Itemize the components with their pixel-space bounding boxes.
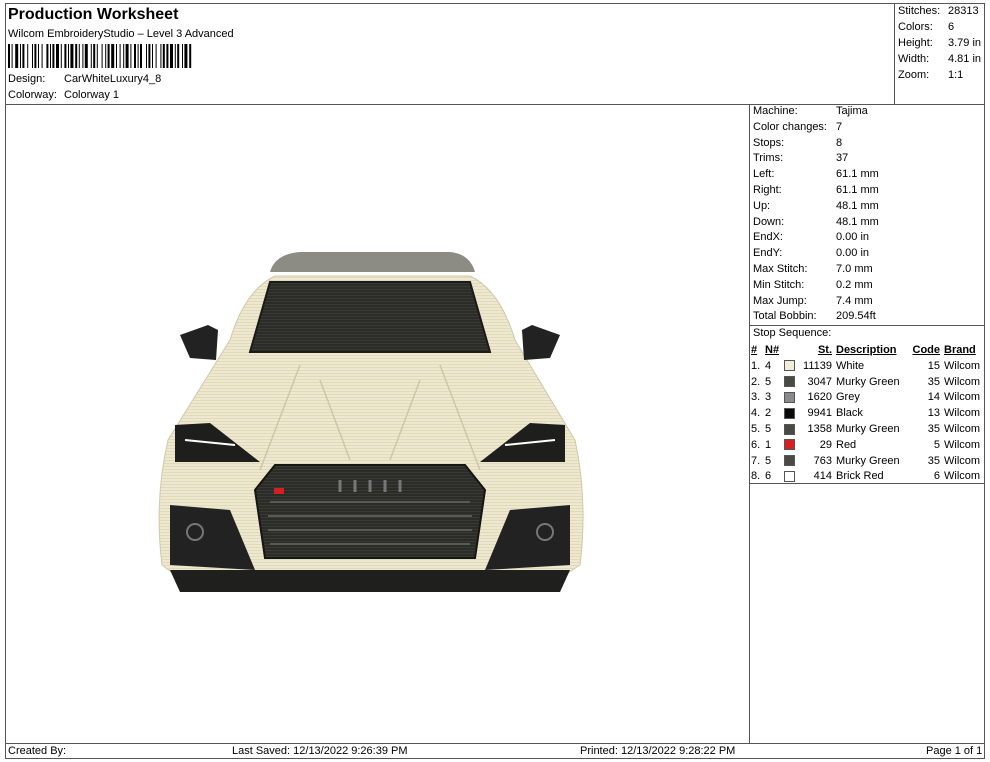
thread-color-swatch [784, 376, 795, 387]
color-code: 6 [933, 470, 940, 483]
stop-num: 5. [751, 423, 761, 436]
roof-shape [270, 252, 475, 272]
machine-info-value: 7.4 mm [836, 294, 873, 307]
stitch-count: 3047 [807, 375, 832, 388]
barcode-bar [46, 44, 48, 68]
col-brand: Brand [944, 344, 976, 356]
thread-color-swatch [784, 392, 795, 403]
barcode-bar [146, 44, 147, 68]
barcode-bar [91, 44, 92, 68]
thread-brand: Wilcom [944, 359, 981, 372]
stop-row [751, 390, 984, 406]
color-swatch [784, 405, 797, 421]
needle-num: 2 [765, 407, 772, 420]
stop-num: 2. [751, 375, 761, 388]
barcode-bar [108, 44, 110, 68]
summary-label: Zoom: [898, 69, 930, 81]
stop-num: 6. [751, 438, 761, 451]
machine-info-label: Min Stitch: [753, 278, 805, 291]
needle-num: 3 [765, 391, 772, 404]
barcode-bar [105, 44, 106, 68]
summary-value: 1:1 [948, 69, 964, 81]
machine-info-value: 209.54ft [836, 310, 876, 323]
windshield-shape [250, 282, 490, 352]
machine-info-label: EndX: [753, 231, 783, 244]
barcode-bar [170, 44, 173, 68]
col-swatch [784, 342, 797, 358]
thread-color-swatch [784, 424, 795, 435]
barcode-bar [22, 44, 24, 68]
stop-row [751, 469, 984, 485]
barcode-bar [126, 44, 129, 68]
page-title: Production Worksheet [8, 6, 179, 23]
machine-info-value: 48.1 mm [836, 199, 879, 212]
design-value: CarWhiteLuxury4_8 [64, 73, 162, 85]
barcode-bar [42, 44, 43, 68]
color-description: Red [836, 438, 857, 451]
machine-info-label: Machine: [753, 105, 798, 117]
barcode-bar [120, 44, 121, 68]
color-description: Black [836, 407, 863, 420]
needle-num: 5 [765, 375, 772, 388]
car-embroidery-preview [150, 240, 590, 600]
machine-info-label: Stops: [753, 136, 785, 149]
machine-info-label: Max Stitch: [753, 263, 808, 275]
barcode-bar [52, 44, 54, 68]
colorway-value: Colorway 1 [64, 89, 120, 101]
barcode-bar [61, 44, 62, 68]
stop-num: 1. [751, 359, 761, 372]
stitch-count: 9941 [807, 407, 832, 420]
last-saved: Last Saved: 12/13/2022 9:26:39 PM [232, 745, 408, 757]
stitch-count: 763 [813, 454, 832, 467]
machine-info-value: 7.0 mm [836, 263, 873, 275]
barcode-bar [116, 44, 117, 68]
barcode-bar [111, 44, 114, 68]
machine-info-label: Total Bobbin: [753, 310, 817, 323]
barcode-bar [102, 44, 103, 68]
needle-num: 5 [765, 454, 772, 467]
needle-num: 4 [765, 359, 772, 372]
color-swatch [784, 390, 797, 406]
barcode-bar [79, 44, 80, 68]
color-code: 35 [927, 454, 940, 467]
color-code: 13 [927, 407, 940, 420]
stop-num: 4. [751, 407, 761, 420]
barcode-bar [27, 44, 28, 68]
color-swatch [784, 453, 797, 469]
thread-brand: Wilcom [944, 391, 981, 404]
barcode-bar [175, 44, 176, 68]
machine-info-label: EndY: [753, 247, 783, 260]
barcode-bar [50, 44, 51, 68]
stitch-count: 414 [813, 470, 832, 483]
page-number: Page 1 of 1 [926, 745, 983, 757]
machine-info-value: 0.2 mm [836, 278, 873, 291]
color-code: 35 [927, 375, 940, 388]
stitch-count: 1358 [807, 423, 832, 436]
color-code: 15 [927, 359, 940, 372]
design-label: Design: [8, 73, 46, 85]
thread-color-swatch [784, 360, 795, 371]
machine-info-value: 8 [836, 136, 843, 149]
barcode-bar [15, 44, 18, 68]
summary-value: 6 [948, 21, 955, 33]
thread-brand: Wilcom [944, 375, 981, 388]
barcode-bar [70, 44, 73, 68]
summary-label: Stitches: [898, 5, 941, 17]
barcode-bar [8, 44, 10, 68]
thread-brand: Wilcom [944, 407, 981, 420]
printed-date: Printed: 12/13/2022 9:28:22 PM [580, 745, 736, 757]
bumper-lip-shape [170, 570, 570, 592]
stop-num: 3. [751, 391, 761, 404]
stop-sequence-divider [749, 325, 985, 326]
summary-value: 4.81 in [948, 53, 982, 65]
barcode-bar [140, 44, 142, 68]
needle-num: 1 [765, 438, 772, 451]
barcode-bar [38, 44, 39, 68]
color-swatch [784, 469, 797, 485]
thread-brand: Wilcom [944, 470, 981, 483]
created-by: Created By: [8, 745, 67, 757]
stitch-count: 1620 [807, 391, 832, 404]
thread-brand: Wilcom [944, 454, 981, 467]
stop-row [751, 437, 984, 453]
machine-info-value: Tajima [836, 105, 868, 117]
machine-info-label: Up: [753, 199, 771, 212]
needle-num: 5 [765, 423, 772, 436]
needle-num: 6 [765, 470, 772, 483]
color-description: Murky Green [836, 375, 900, 388]
col-stitches: St. [817, 344, 832, 356]
machine-info-label: Max Jump: [753, 294, 807, 307]
barcode-bar [163, 44, 165, 68]
barcode-bar [166, 44, 168, 68]
stop-sequence-title: Stop Sequence: [753, 327, 832, 339]
thread-brand: Wilcom [944, 438, 981, 451]
machine-info-value: 7 [836, 120, 843, 133]
machine-info-label: Down: [753, 215, 785, 228]
thread-color-swatch [784, 408, 795, 419]
color-description: Murky Green [836, 454, 900, 467]
stitch-count: 11139 [803, 359, 832, 372]
barcode-bar [182, 44, 183, 68]
barcode-bar [189, 44, 191, 68]
thread-color-swatch [784, 455, 795, 466]
machine-info-label: Left: [753, 168, 775, 181]
left-mirror-shape [180, 325, 218, 360]
barcode-bar [148, 44, 150, 68]
machine-info-label: Right: [753, 184, 782, 196]
barcode-bar [152, 44, 153, 68]
barcode-bar [64, 44, 66, 68]
software-name: Wilcom EmbroideryStudio – Level 3 Advanced [8, 28, 234, 40]
col-description: Description [836, 344, 897, 356]
barcode-bar [123, 44, 124, 68]
barcode-bar [184, 44, 187, 68]
summary-divider [894, 3, 895, 104]
thread-color-swatch [784, 439, 795, 450]
color-swatch [784, 374, 797, 390]
color-swatch [784, 358, 797, 374]
barcode-bar [177, 44, 179, 68]
thread-brand: Wilcom [944, 423, 981, 436]
color-code: 5 [933, 438, 940, 451]
barcode-bar [156, 44, 157, 68]
barcode-bar [97, 44, 98, 68]
stop-row [751, 405, 984, 421]
barcode-bar [82, 44, 83, 68]
info-panel-divider [749, 104, 750, 743]
color-description: Brick Red [836, 470, 884, 483]
barcode-bar [85, 44, 88, 68]
col-needle: N# [765, 344, 780, 356]
thread-color-swatch [784, 471, 795, 482]
stop-num: 7. [751, 454, 761, 467]
barcode-bar [138, 44, 139, 68]
barcode-bar [32, 44, 33, 68]
machine-info-value: 61.1 mm [836, 184, 879, 196]
machine-info-value: 0.00 in [836, 231, 870, 244]
colorway-label: Colorway: [8, 89, 57, 101]
summary-label: Width: [898, 53, 930, 65]
right-mirror-shape [522, 325, 560, 360]
stop-row [751, 358, 984, 374]
barcode-bar [34, 44, 36, 68]
barcode-bar [160, 44, 161, 68]
summary-value: 28313 [948, 5, 979, 17]
machine-info-value: 61.1 mm [836, 168, 879, 181]
machine-info-label: Trims: [753, 152, 784, 165]
color-description: Murky Green [836, 423, 900, 436]
stop-num: 8. [751, 470, 761, 483]
machine-info-value: 0.00 in [836, 247, 870, 260]
stop-row [751, 453, 984, 469]
color-code: 14 [927, 391, 940, 404]
color-description: White [836, 359, 865, 372]
stop-row [751, 374, 984, 390]
barcode-image [8, 44, 244, 68]
stop-row [751, 421, 984, 437]
summary-label: Colors: [898, 21, 933, 33]
barcode-bar [56, 44, 59, 68]
summary-label: Height: [898, 37, 933, 49]
red-badge-shape [274, 488, 284, 494]
color-swatch [784, 437, 797, 453]
barcode-bar [75, 44, 77, 68]
barcode-bar [12, 44, 13, 68]
machine-info-value: 48.1 mm [836, 215, 879, 228]
footer-divider [5, 743, 985, 744]
machine-info-value: 37 [836, 152, 849, 165]
machine-info-label: Color changes: [753, 120, 827, 133]
stop-table-header [751, 342, 984, 358]
color-swatch [784, 421, 797, 437]
color-description: Grey [836, 391, 860, 404]
color-code: 35 [927, 423, 940, 436]
barcode-bar [134, 44, 136, 68]
col-num: # [751, 344, 758, 356]
summary-value: 3.79 in [948, 37, 982, 49]
stop-sequence-table [751, 342, 984, 484]
barcode-bar [68, 44, 69, 68]
barcode-bar [130, 44, 131, 68]
col-code: Code [912, 344, 940, 356]
barcode-bar [20, 44, 21, 68]
stitch-count: 29 [819, 438, 832, 451]
barcode-bar [93, 44, 95, 68]
